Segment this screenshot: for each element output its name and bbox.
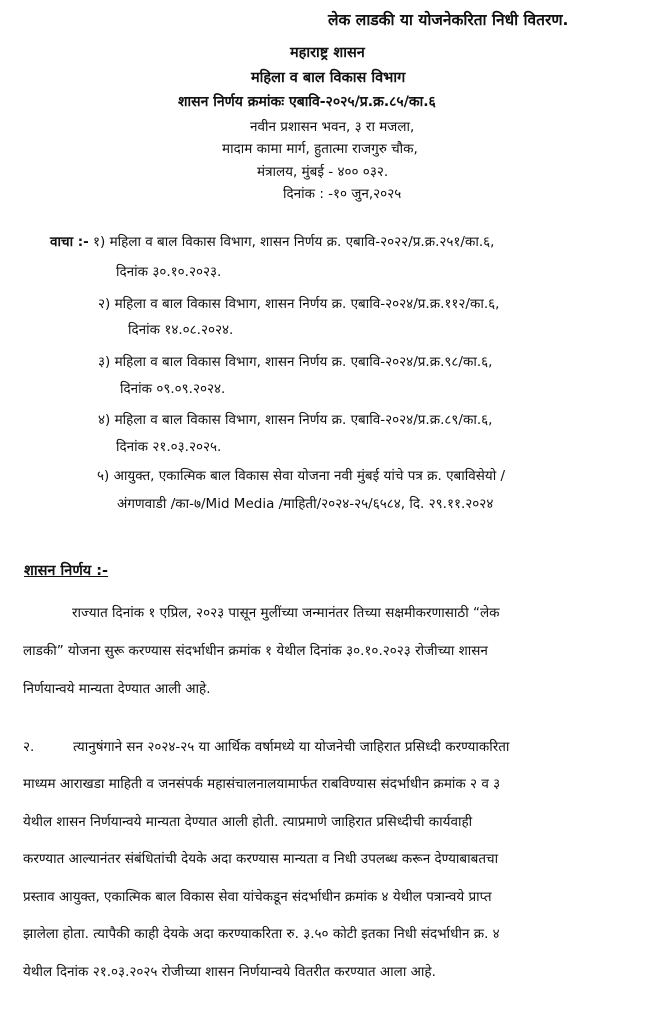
para2-number: २. — [23, 739, 35, 755]
reference-2-line2: दिनांक १४.०८.२०२४. — [128, 322, 234, 338]
address-line-1: नवीन प्रशासन भवन, ३ रा मजला, — [250, 119, 415, 135]
decision-heading: शासन निर्णय :- — [24, 563, 109, 579]
reference-2-line1: २) महिला व बाल विकास विभाग, शासन निर्णय क्र. एबावि-२०२४/प्र.क्र.११२/का.६, — [98, 296, 500, 312]
reference-4-line1: ४) महिला व बाल विकास विभाग, शासन निर्णय क्र. एबावि-२०२४/प्र.क्र.८९/का.६, — [98, 412, 493, 428]
para2-line7: येथील दिनांक २१.०३.२०२५ रोजीच्या शासन निर्णयान्वये वितरीत करण्यात आला आहे. — [23, 964, 436, 980]
para2-line4: करण्यात आल्यानंतर संबंधितांची देयके अदा करण्यास मान्यता व निधी उपलब्ध करून देण्याबाबतचा — [23, 851, 499, 867]
para2-line6: झालेला होता. त्यापैकी काही देयके अदा करण्याकरिता रु. ३.५० कोटी इतका निधी संदर्भाधीन क्र. ४ — [23, 926, 500, 942]
gr-number: शासन निर्णय क्रमांकः एबावि-२०२५/प्र.क्र.८५/का.६ — [178, 94, 436, 110]
department-name: महिला व बाल विकास विभाग — [251, 70, 406, 86]
para1-line2: लाडकी” योजना सुरू करण्यास संदर्भाधीन क्रमांक १ येथील दिनांक ३०.१०.२०२३ रोजीच्या शासन — [23, 643, 488, 659]
para2-line5: प्रस्ताव आयुक्त, एकात्मिक बाल विकास सेवा यांचेकडून संदर्भाधीन क्रमांक ४ येथील पत्रान्वये प्राप्त — [23, 889, 492, 905]
reference-4-line2: दिनांक २१.०३.२०२५. — [116, 439, 222, 455]
reference-5-line2: अंगणवाडी /का-७/Mid Media /माहिती/२०२४-२५/६५८४, दि. २९.११.२०२४ — [117, 496, 494, 512]
para1-line1: राज्यात दिनांक १ एप्रिल, २०२३ पासून मुलींच्या जन्मानंतर तिच्या सक्षमीकरणासाठी “लेक — [72, 605, 500, 621]
reference-3-line2: दिनांक ०९.०९.२०२४. — [120, 381, 226, 397]
reference-5-line1: ५) आयुक्त, एकात्मिक बाल विकास सेवा योजना नवी मुंबई यांचे पत्र क्र. एबाविसेयो / — [97, 468, 506, 484]
para2-line1: त्यानुषंगाने सन २०२४-२५ या आर्थिक वर्षामध्ये या योजनेची जाहिरात प्रसिध्दी करण्याकरिता — [73, 739, 510, 755]
para1-line3: निर्णयान्वये मान्यता देण्यात आली आहे. — [23, 681, 211, 697]
references-label: वाचा :- — [50, 234, 89, 250]
reference-3-line1: ३) महिला व बाल विकास विभाग, शासन निर्णय क्र. एबावि-२०२४/प्र.क्र.९८/का.६, — [98, 354, 493, 370]
para2-line3: येथील शासन निर्णयान्वये मान्यता देण्यात आली होती. त्याप्रमाणे जाहिरात प्रसिध्दीची कार्यवाही — [23, 814, 473, 830]
reference-1-line1: १) महिला व बाल विकास विभाग, शासन निर्णय क्र. एबावि-२०२२/प्र.क्र.२५१/का.६, — [93, 234, 495, 250]
address-line-2: मादाम कामा मार्ग, हुतात्मा राजगुरु चौक, — [222, 141, 418, 157]
para2-line2: माध्यम आराखडा माहिती व जनसंपर्क महासंचालनालयामार्फत राबविण्यास संदर्भाधीन क्रमांक २ व ३ — [23, 776, 501, 792]
reference-1-line2: दिनांक ३०.१०.२०२३. — [116, 264, 222, 280]
document-date: दिनांक : -१० जुन,२०२५ — [283, 186, 402, 202]
subject-title: लेक लाडकी या योजनेकरिता निधी वितरण. — [328, 11, 569, 29]
government-name: महाराष्ट्र शासन — [290, 45, 365, 61]
address-line-3: मंत्रालय, मुंबई - ४०० ०३२. — [257, 164, 389, 180]
